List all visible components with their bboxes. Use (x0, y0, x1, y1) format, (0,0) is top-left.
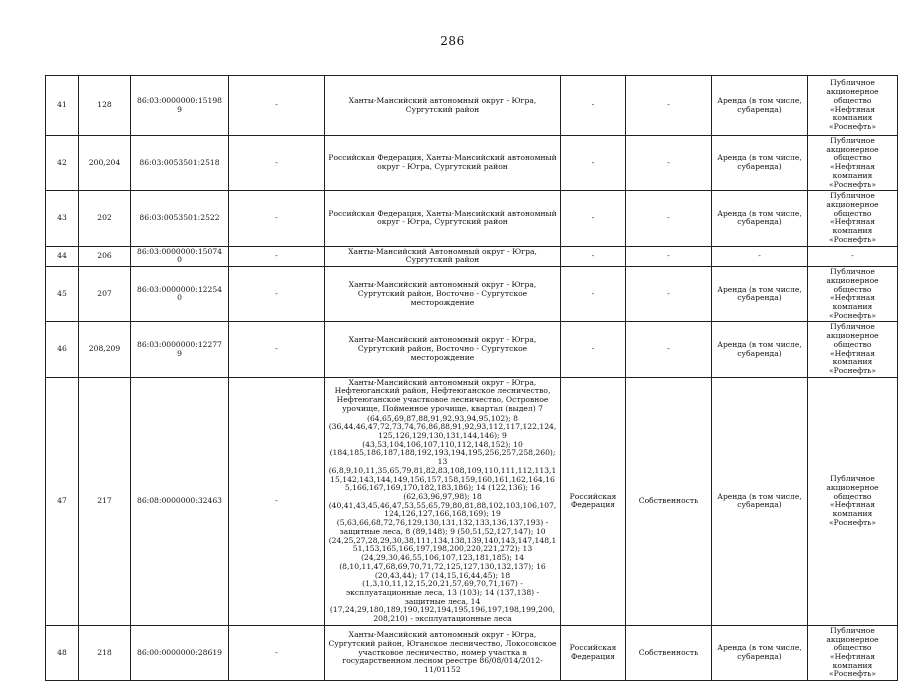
table-row (46, 377, 898, 625)
holder-cell: Публичное акционерное общество «Нефтяная компания «Роснефть» (808, 136, 898, 191)
contour-ids: 206 (79, 246, 131, 266)
owner-cell: Российская Федерация (561, 625, 626, 680)
row-number: 48 (46, 625, 79, 680)
table-row (46, 76, 898, 136)
table-row (46, 136, 898, 191)
owner-cell: - (561, 136, 626, 191)
right-type-cell: - (626, 191, 712, 246)
location-header: Ханты-Мансийский автономный округ - Югра, Нефтеюганский район, Нефтеюганское лесничество, Нефтеюганское участковое лесничество, Островное урочище, Пойменное урочище, квартал (выдел) 7 (334, 377, 551, 413)
extra-column: - (229, 76, 325, 136)
table-row (46, 322, 898, 377)
row-number: 46 (46, 322, 79, 377)
owner-cell: - (561, 267, 626, 322)
right-type-cell: Собственность (626, 377, 712, 625)
extra-column: - (229, 322, 325, 377)
encumbrance-cell: Аренда (в том числе, субаренда) (712, 322, 808, 377)
extra-column: - (229, 267, 325, 322)
extra-column: - (229, 246, 325, 266)
table-row (46, 625, 898, 680)
page-number: 286 (440, 34, 465, 48)
encumbrance-cell: Аренда (в том числе, субаренда) (712, 377, 808, 625)
cadastral-number: 86:03:0053501:2522 (131, 191, 229, 246)
cadastral-number: 86:00:0000000:28619 (131, 625, 229, 680)
right-type-cell: - (626, 246, 712, 266)
contour-ids: 200,204 (79, 136, 131, 191)
extra-column: - (229, 136, 325, 191)
cadastral-number: 86:03:0053501:2518 (131, 136, 229, 191)
encumbrance-cell: - (712, 246, 808, 266)
holder-cell: Публичное акционерное общество «Нефтяная компания «Роснефть» (808, 625, 898, 680)
owner-cell: - (561, 246, 626, 266)
encumbrance-cell: Аренда (в том числе, субаренда) (712, 191, 808, 246)
row-number: 42 (46, 136, 79, 191)
right-type-cell: - (626, 267, 712, 322)
location-cell: Ханты-Мансийский Автономный округ - Югра, Сургутский район (325, 246, 561, 266)
extra-column: - (229, 191, 325, 246)
row-number: 47 (46, 377, 79, 625)
contour-ids: 218 (79, 625, 131, 680)
encumbrance-cell: Аренда (в том числе, субаренда) (712, 625, 808, 680)
cadastral-number: 86:03:0000000:15074 0 (131, 246, 229, 266)
location-cell: Российская Федерация, Ханты-Мансийский автономный округ - Югра, Сургутский район (325, 191, 561, 246)
encumbrance-cell: Аренда (в том числе, субаренда) (712, 136, 808, 191)
extra-column: - (229, 377, 325, 625)
row-number: 43 (46, 191, 79, 246)
owner-cell: - (561, 191, 626, 246)
row-number: 44 (46, 246, 79, 266)
extra-column: - (229, 625, 325, 680)
holder-cell: Публичное акционерное общество «Нефтяная компания «Роснефть» (808, 377, 898, 625)
table-row (46, 191, 898, 246)
contour-ids: 217 (79, 377, 131, 625)
contour-ids: 128 (79, 76, 131, 136)
location-cell (325, 377, 561, 625)
contour-ids: 207 (79, 267, 131, 322)
encumbrance-cell: Аренда (в том числе, субаренда) (712, 76, 808, 136)
right-type-cell: - (626, 76, 712, 136)
location-cell: Ханты-Мансийский автономный округ - Югра, Сургутский район (325, 76, 561, 136)
row-number: 41 (46, 76, 79, 136)
location-cell: Ханты-Мансийский автономный округ - Югра, Сургутский район, Восточно - Сургутское месторождение (325, 267, 561, 322)
owner-cell: - (561, 76, 626, 136)
location-cell: Российская Федерация, Ханты-Мансийский автономный округ - Югра, Сургутский район (325, 136, 561, 191)
row-number: 45 (46, 267, 79, 322)
holder-cell: Публичное акционерное общество «Нефтяная компания «Роснефть» (808, 76, 898, 136)
owner-cell: Российская Федерация (561, 377, 626, 625)
owner-cell: - (561, 322, 626, 377)
holder-cell: - (808, 246, 898, 266)
holder-cell: Публичное акционерное общество «Нефтяная компания «Роснефть» (808, 191, 898, 246)
table-row (46, 246, 898, 266)
cadastral-number: 86:08:0000000:32463 (131, 377, 229, 625)
location-cell: Ханты-Мансийский автономный округ - Югра, Сургутский район, Юганское лесничество, Локосовское участковое лесничество, номер участка в государственном лесном реестре 86/08/014/2012-11/01152 (325, 625, 561, 680)
cadastral-number: 86:03:0000000:12277 9 (131, 322, 229, 377)
contour-ids: 208,209 (79, 322, 131, 377)
holder-cell: Публичное акционерное общество «Нефтяная компания «Роснефть» (808, 322, 898, 377)
right-type-cell: Собственность (626, 625, 712, 680)
forest-quarter-list: (64,65,69,87,88,91,92,93,94,95,102); 8 (36,44,46,47,72,73,74,76,86,88,91,92,93,112,117,122,124,125,126,129,130,131,144,146); 9 (43,53,104,106,107,110,112,148,152); 10 (184,185,186,187,188,192,193,194,195,256,257,258,260); 13 (6,8,9,10,11,35,65,79,81,82,83,108,109,110,111,112,113,115,142,143,144,149,156,157,158,159,160,161,162,164,165,166,167,169,170,182,183,186); 14 (122,136); 16 (62,63,96,97,98); 18 (40,41,43,45,46,47,53,55,65,79,80,81,88,102,103,106,107,124,126,127,166,168,169); 19 (5,63,66,68,72,76,129,130,131,132,133,136,137,193) - защитные леса, 8 (89,148); 9 (50,51,52,127,147); 10 (24,25,27,28,29,30,38,111,134,138,139,140,143,147,148,151,153,165,166,197,198,200,220,221,272); 13 (24,29,30,46,55,106,107,123,181,185); 14 (8,10,11,47,68,69,70,71,72,125,127,130,132,137); 16 (20,43,44); 17 (14,15,16,44,45); 18 (1,3,10,11,12,15,20,21,57,69,70,71,167) - эксплуатационные леса, 13 (103); 14 (137,138) - защитные леса, 14 (17,24,29,180,189,190,192,194,195,196,197,198,199,200,208,210) - эксплуатационные леса (328, 413, 557, 624)
encumbrance-cell: Аренда (в том числе, субаренда) (712, 267, 808, 322)
right-type-cell: - (626, 136, 712, 191)
contour-ids: 202 (79, 191, 131, 246)
right-type-cell: - (626, 322, 712, 377)
cadastral-number: 86:03:0000000:12254 0 (131, 267, 229, 322)
cadastral-number: 86:03:0000000:15198 9 (131, 76, 229, 136)
location-cell: Ханты-Мансийский автономный округ - Югра, Сургутский район, Восточно - Сургутское месторождение (325, 322, 561, 377)
table-row (46, 267, 898, 322)
land-plots-table (45, 75, 898, 681)
holder-cell: Публичное акционерное общество «Нефтяная компания «Роснефть» (808, 267, 898, 322)
